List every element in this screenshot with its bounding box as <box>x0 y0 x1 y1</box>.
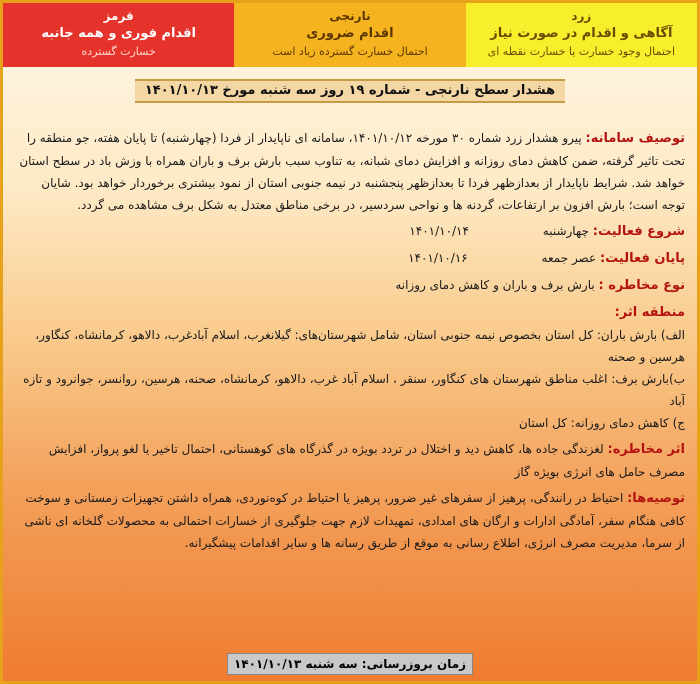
legend-yellow-action: آگاهی و اقدام در صورت نیاز <box>490 26 673 41</box>
start-day: چهارشنبه <box>542 224 589 238</box>
area-section <box>17 301 685 324</box>
start-section <box>17 220 685 243</box>
description-label: توصیف سامانه: <box>585 131 685 146</box>
legend-yellow-level: زرد <box>571 9 592 23</box>
description-section <box>17 127 685 216</box>
start-label: شروع فعالیت: <box>592 224 685 239</box>
legend-red-action: اقدام فوری و همه جانبه <box>41 26 196 41</box>
update-time: زمان بروزرسانی: سه شنبه ۱۴۰۱/۱۰/۱۳ <box>227 653 473 675</box>
legend-orange-action: اقدام ضروری <box>306 26 394 41</box>
hazard-section <box>17 274 685 297</box>
bulletin-body <box>3 103 697 554</box>
hazard-label: نوع مخاطره : <box>598 278 685 293</box>
effect-text: لغزندگی جاده ها، کاهش دید و اختلال در تردد بویژه در گذرگاه های کوهستانی، احتمال تاخیر یا لغو پرواز، افزایش مصرف حامل های انرژی بویژه گاز <box>48 442 685 479</box>
legend-orange <box>234 3 465 67</box>
start-date: ۱۴۰۱/۱۰/۱۴ <box>409 224 469 238</box>
area-item-temperature: ج) کاهش دمای روزانه: کل استان <box>518 416 685 430</box>
bulletin-title: هشدار سطح نارنجی - شماره ۱۹ روز سه شنبه مورخ ۱۴۰۱/۱۰/۱۳ <box>135 79 565 103</box>
area-item-snow: ب)بارش برف: اغلب مناطق شهرستان های کنگاور، سنقر ، اسلام آباد غرب، دالاهو، کرمانشاه، صحنه، هرسین، روانسر، جوانرود و تازه آباد <box>23 372 685 408</box>
advice-text: احتیاط در رانندگی، پرهیز از سفرهای غیر ضرور، پرهیز یا احتیاط در کوه‌نوردی، همراه داشتن تجهیزات زمستانی و سوخت کافی هنگام سفر، آمادگی ادارات و ارگان های امدادی، تمهیدات لازم جهت جلوگیری از خسارات احتمالی به محصولات گلخانه ای ناشی از سرما، مدیریت مصرف انرژی، اطلاع رسانی به موقع از طریق رسانه ها و سایر اقدامات پیشگیرانه. <box>24 491 685 550</box>
advice-label: توصیه‌ها: <box>627 491 685 506</box>
legend-orange-level: نارنجی <box>329 9 371 23</box>
end-day: عصر جمعه <box>541 251 597 265</box>
legend-red-level: قرمز <box>103 9 134 23</box>
legend-red-note: خسارت گسترده <box>81 45 156 58</box>
legend-red <box>3 3 234 67</box>
end-section <box>17 247 685 270</box>
legend-orange-note: احتمال خسارت گسترده زیاد است <box>272 45 428 58</box>
effect-label: اثر مخاطره: <box>607 442 685 457</box>
description-text: پیرو هشدار زرد شماره ۳۰ مورخه ۱۴۰۱/۱۰/۱۲، سامانه ای ناپایدار از فردا (چهارشنبه) تا پایان هفته، جو منطقه را تحت تاثیر گرفته، ضمن کاهش دمای روزانه و افزایش دمای شبانه، به تناوب سبب بارش برف و باران همراه با وزش باد در سطح استان خواهد شد. شرایط ناپایدار از بعدازظهر فردا تا بعدازظهر پنجشنبه در نیمه جنوبی استان از نمود بیشتری برخوردار خواهد بود. شایان توجه است؛ بارش افزون بر ارتفاعات، گردنه ها و نواحی سردسیر، در برخی مناطق معتدل به شکل برف مشاهده می گردد. <box>19 131 685 212</box>
end-label: پایان فعالیت: <box>599 251 685 266</box>
area-item-rain: الف) بارش باران: کل استان بخصوص نیمه جنوبی استان، شامل شهرستان‌های: گیلانغرب، اسلام آبادغرب، دالاهو، کرمانشاه، کنگاور، هرسین و صحنه <box>35 328 685 364</box>
area-label: منطقه اثر: <box>614 305 685 320</box>
end-date: ۱۴۰۱/۱۰/۱۶ <box>408 251 468 265</box>
effect-section <box>17 438 685 483</box>
hazard-text: بارش برف و باران و کاهش دمای روزانه <box>395 278 595 292</box>
legend-yellow-note: احتمال وجود خسارت یا خسارت نقطه ای <box>487 45 676 58</box>
alert-level-legend <box>3 3 697 67</box>
advice-section <box>17 487 685 554</box>
legend-yellow <box>466 3 697 67</box>
